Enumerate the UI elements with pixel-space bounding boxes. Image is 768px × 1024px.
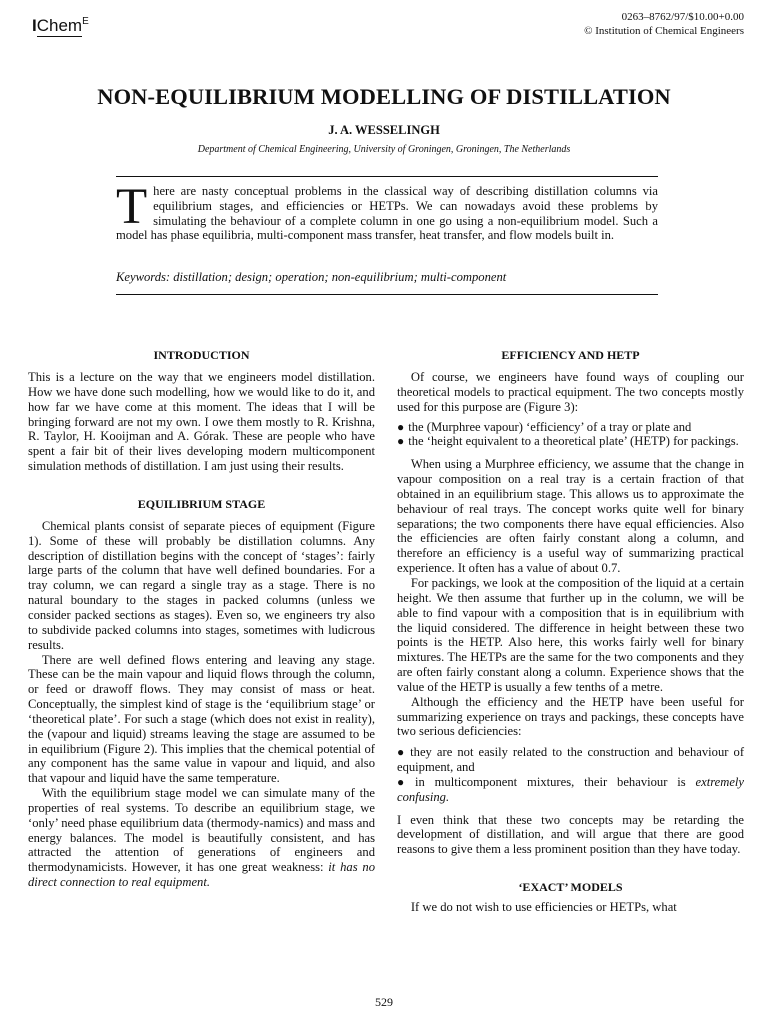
abstract-dropcap: T (116, 179, 148, 235)
left-column (28, 348, 375, 890)
efficiency-paragraph-5: I even think that these two concepts may be retarding the development of distillation, and will argue that there are good reasons to give them a less prominent position than they have today. (397, 812, 744, 857)
equilibrium-paragraph-1: Chemical plants consist of separate pieces of equipment (Figure 1). Some of these will probably be distillation columns. Any description of distillation begins with the concept of ‘stages’: fairly large parts of the column that have well defined boundaries. For a tray column, we can regard a single tray as a stage. There is no natural boundary to the stages in packed columns (unless we consider packed sections as stages). Even so, we engineers try also to subdivide packed columns into stages, sometimes with ludicrous results. (28, 518, 375, 652)
bullet-item: ● the ‘height equivalent to a theoretical plate’ (HETP) for packings. (397, 434, 739, 449)
abstract-bottom-rule (116, 294, 658, 295)
article-title: NON-EQUILIBRIUM MODELLING OF DISTILLATION (97, 84, 671, 109)
right-column (397, 348, 744, 915)
equilibrium-paragraph-2: There are well defined flows entering and leaving any stage. These can be the main vapour and liquid flows through the column, or feed or drawoff flows. They may consist of mass or heat. Conceptually, the simplest kind of stage is the ‘equilibrium stage’ or ‘theoretical plate’. For such a stage (which does not exist in reality), the (vapour and liquid) streams leaving the stage are assumed to be in equilibrium (Figure 2). This implies that the chemical potential of any component has the same value in vapour and liquid, and also that vapour and liquid have the same temperature. (28, 652, 375, 786)
author-affiliation: Department of Chemical Engineering, University of Groningen, Groningen, The Netherlands (197, 144, 571, 155)
page-number: 529 (375, 995, 393, 1009)
bullet-icon: ● (397, 434, 405, 449)
author-name: J. A. WESSELINGH (328, 123, 440, 137)
introduction-paragraph: This is a lecture on the way that we engineers model distillation. How we have done such modelling, how we would like to do it, and how far we have come at this moment. The ideas that I will be bringing forward are not my own. I owe them mostly to R. Krishna, R. Taylor, H. Kooijman and A. Górak. These are people who have spent a fair bit of their lives developing modern multicomponent simulation methods of distillation. I am just using their results. (28, 370, 375, 474)
abstract-top-rule (116, 176, 658, 177)
abstract-text: here are nasty conceptual problems in the classical way of describing distillation columns via equilibrium stages, and efficiencies or HETPs. We can nowadays avoid these problems by simulating the behaviour of a complete column in one go using a non-equilibrium model. Such a model has phase equilibria, multi-component mass transfer, heat transfer, and flow models built in. (116, 184, 658, 243)
bullet-icon: ● (397, 419, 405, 434)
section-heading-equilibrium-stage: EQUILIBRIUM STAGE (137, 496, 266, 511)
keywords: Keywords: distillation; design; operation; non-equilibrium; multi-component (116, 270, 507, 284)
emphasis-text: it has no direct connection to real equipment. (28, 860, 375, 890)
efficiency-paragraph-3: For packings, we look at the composition of the liquid at a certain height. We then assume that further up in the column, we will be able to find vapour with a composition that is in equilibrium with the liquid considered. The difference in height between these two points is the HETP. Also here, this works fairly well for binary mixtures. The HETPs are the same for the two components and they are often fairly constant along a column. Experience shows that the value of the HETP is usually a few tenths of a metre. (397, 575, 744, 694)
section-heading-exact-models: ‘EXACT’ MODELS (518, 880, 623, 895)
bullet-icon: ● (397, 774, 411, 789)
emphasis-text: extremely confusing. (397, 774, 745, 804)
bullet-item: ● they are not easily related to the construction and behaviour of equipment, and (397, 745, 745, 775)
abstract (116, 179, 658, 243)
section-heading-efficiency-hetp: EFFICIENCY AND HETP (501, 348, 640, 362)
bullet-item: ● the (Murphree vapour) ‘efficiency’ of a tray or plate and (397, 419, 692, 434)
journal-logo: IChem$^E$ (32, 16, 89, 35)
copyright-line: © Institution of Chemical Engineers (584, 24, 744, 37)
section-heading-introduction: INTRODUCTION (153, 348, 250, 362)
bullet-item: ● in multicomponent mixtures, their behaviour is extremely confusing. (397, 774, 745, 804)
exact-paragraph-1: If we do not wish to use efficiencies or HETPs, what (410, 900, 677, 915)
issn-price: 0263–8762/97/$10.00+0.00 (621, 11, 744, 23)
header-right (584, 11, 744, 38)
bullet-icon: ● (397, 745, 407, 760)
efficiency-paragraph-4: Although the efficiency and the HETP have been useful for summarizing experience on trays and packings, these concepts have two serious deficiencies: (397, 694, 744, 739)
efficiency-paragraph-2: When using a Murphree efficiency, we assume that the change in vapour composition on a real tray is a certain fraction of that obtained in an equilibrium stage. This allows us to approximate the behaviour of real trays. The concept works quite well for binary separations; the two components there have equal efficiencies. Also the efficiencies are often fairly constant along a column, and therefore an efficiency is a useful way of summarizing practical experience. It often has a value of about 0.7. (397, 457, 744, 576)
equilibrium-paragraph-3: With the equilibrium stage model we can simulate many of the properties of real systems. To describe an equilibrium stage, we ‘only’ need phase equilibrium data (thermody-namics) and mass and energy balances. The model is beautifully consistent, and has attracted the attention of generations of engineers and thermodynamicists. However, it has one great weakness: it has no direct connection to real equipment. (28, 786, 375, 890)
efficiency-paragraph-1: Of course, we engineers have found ways of coupling our theoretical models to practical equipment. The two concepts mostly used for this purpose are (Figure 3): (397, 370, 744, 414)
